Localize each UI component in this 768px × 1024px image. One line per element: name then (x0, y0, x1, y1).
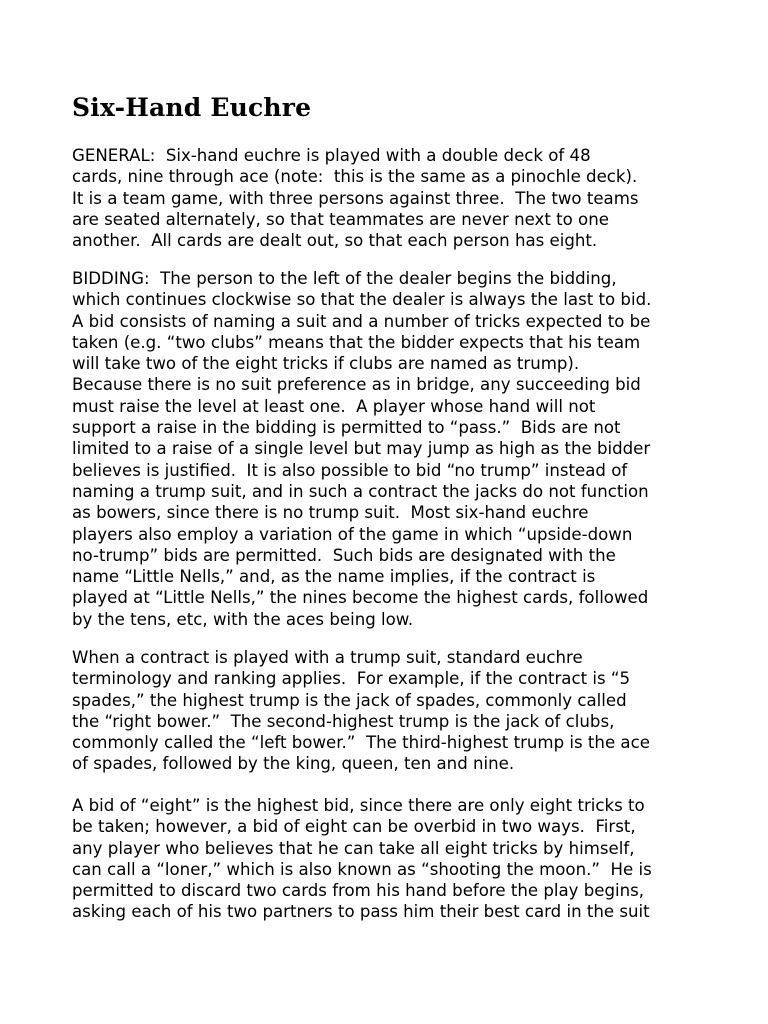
text-line: of spades, followed by the king, queen, ten and nine. (72, 754, 515, 774)
text-line: by the tens, etc, with the aces being low. (72, 609, 414, 629)
text-line: as bowers, since there is no trump suit. Most six-hand euchre (72, 503, 589, 523)
paragraph-bidding (72, 268, 651, 630)
paragraph-general (72, 145, 639, 251)
text-line: another. All cards are dealt out, so that each person has eight. (72, 231, 598, 251)
text-line: any player who believes that he can take all eight tricks by himself, (72, 838, 635, 858)
text-line: no-trump” bids are permitted. Such bids are designated with the (72, 545, 616, 565)
text-line: A bid of “eight” is the highest bid, since there are only eight tricks to (72, 796, 645, 815)
text-line: which continues clockwise so that the dealer is always the last to bid. (72, 290, 652, 310)
text-line: When a contract is played with a trump suit, standard euchre (72, 648, 583, 667)
text-line: permitted to discard two cards from his hand before the play begins, (72, 881, 645, 901)
text-line: spades,” the highest trump is the jack of spades, commonly called (72, 690, 627, 710)
text-line: players also employ a variation of the game in which “upside-down (72, 524, 633, 544)
text-line: will take two of the eight tricks if clubs are named as trump). (72, 354, 580, 374)
text-line: taken (e.g. “two clubs” means that the bidder expects that his team (72, 332, 641, 352)
text-line: must raise the level at least one. A player whose hand will not (72, 396, 596, 416)
paragraph-trump-ranking (72, 647, 650, 775)
text-line: cards, nine through ace (note: this is the same as a pinochle deck). (72, 167, 638, 187)
text-line: A bid consists of naming a suit and a number of tricks expected to be (72, 311, 651, 331)
text-line: be taken; however, a bid of eight can be overbid in two ways. First, (72, 817, 636, 837)
text-line: terminology and ranking applies. For example, if the contract is “5 (72, 669, 631, 689)
text-line: limited to a raise of a single level but may jump as high as the bidder (72, 439, 651, 459)
paragraph-eight-bid (72, 795, 652, 923)
text-line: Because there is no suit preference as in bridge, any succeeding bid (72, 375, 641, 395)
document-title: Six-Hand Euchre (72, 93, 312, 122)
text-line: are seated alternately, so that teammates are never next to one (72, 209, 609, 229)
text-line: played at “Little Nells,” the nines become the highest cards, followed (72, 588, 649, 608)
text-line: It is a team game, with three persons against three. The two teams (72, 188, 639, 208)
text-line: believes is justified. It is also possible to bid “no trump” instead of (72, 460, 628, 480)
text-line: BIDDING: The person to the left of the dealer begins the bidding, (72, 269, 617, 288)
text-line: naming a trump suit, and in such a contract the jacks do not function (72, 481, 649, 501)
text-line: support a raise in the bidding is permitted to “pass.” Bids are not (72, 418, 621, 438)
text-line: can call a “loner,” which is also known as “shooting the moon.” He is (72, 859, 652, 879)
text-line: commonly called the “left bower.” The third-highest trump is the ace (72, 733, 650, 753)
text-line: the “right bower.” The second-highest trump is the jack of clubs, (72, 711, 615, 731)
text-line: GENERAL: Six-hand euchre is played with a double deck of 48 (72, 146, 591, 165)
text-line: asking each of his two partners to pass him their best card in the suit (72, 902, 650, 922)
text-line: name “Little Nells,” and, as the name implies, if the contract is (72, 567, 596, 587)
